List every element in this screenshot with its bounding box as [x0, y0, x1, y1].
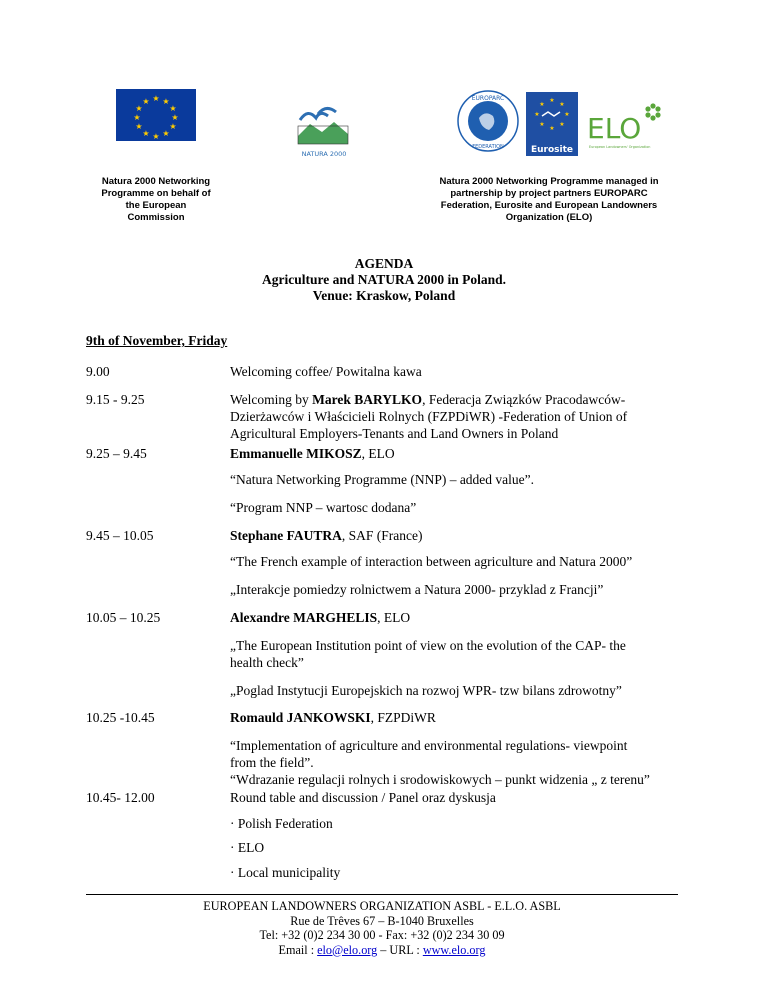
item-time: 9.15 - 9.25	[86, 392, 145, 407]
svg-text:★: ★	[152, 132, 160, 141]
svg-text:★: ★	[133, 113, 141, 122]
right-caption-line: Natura 2000 Networking Programme managed in	[439, 176, 659, 187]
speaker-name: Alexandre MARGHELIS	[230, 610, 378, 625]
item-speaker	[230, 609, 678, 626]
footer-contact	[86, 943, 678, 958]
item-text: Welcoming by	[230, 392, 313, 407]
svg-text:★: ★	[539, 101, 545, 108]
item-description	[230, 391, 678, 442]
svg-text:★: ★	[549, 97, 555, 104]
item-speaker	[230, 709, 678, 726]
left-caption-line: the European	[125, 200, 187, 211]
bullet-item: · Polish Federation	[230, 816, 333, 831]
agenda-date: 9th of November, Friday	[86, 333, 228, 348]
eurosite-logo	[526, 92, 578, 156]
talk-title-line: from the field”.	[230, 755, 314, 770]
email-label: Email :	[278, 942, 318, 957]
svg-text:★: ★	[142, 129, 150, 138]
agenda-header	[150, 256, 618, 304]
svg-text:★: ★	[171, 113, 179, 122]
url-label: – URL :	[377, 942, 423, 957]
talk-title-translation: “Program NNP – wartosc dodana”	[230, 500, 417, 515]
svg-text:★: ★	[549, 125, 555, 132]
europarc-logo-subtext: FEDERATION	[472, 144, 504, 150]
svg-text:★: ★	[534, 111, 540, 118]
item-text: Welcoming coffee/ Powitalna kawa	[230, 364, 422, 379]
item-text: Agricultural Employers-Tenants and Land Owners in Poland	[230, 426, 559, 441]
left-caption-line: Commission	[127, 212, 185, 223]
email-link[interactable]: elo@elo.org	[317, 942, 378, 957]
talk-title-translation: „Interakcje pomiedzy rolnictwem a Natura 2000- przyklad z Francji”	[230, 582, 604, 597]
svg-text:★: ★	[162, 129, 170, 138]
svg-text:★: ★	[142, 97, 150, 106]
item-time: 10.45- 12.00	[86, 790, 155, 805]
talk-title-line: “Implementation of agriculture and environmental regulations- viewpoint	[230, 738, 628, 753]
svg-text:★: ★	[169, 104, 177, 113]
europarc-federation-logo	[457, 90, 519, 152]
item-text: , Federacja Związków Pracodawców-	[422, 392, 626, 407]
footer-address: Rue de Trêves 67 – B-1040 Bruxelles	[290, 913, 474, 928]
speaker-name: Stephane FAUTRA	[230, 528, 342, 543]
left-caption-line: Natura 2000 Networking	[101, 176, 211, 187]
website-link[interactable]: www.elo.org	[422, 942, 486, 957]
item-time: 10.05 – 10.25	[86, 610, 161, 625]
elo-logo-text: ELO	[587, 112, 642, 145]
speaker-name: Romauld JANKOWSKI	[230, 710, 371, 725]
item-text: Round table and discussion / Panel oraz dyskusja	[230, 790, 496, 805]
item-text: Dzierżawców i Właścicieli Rolnych (FZPDiWR) -Federation of Union of	[230, 409, 628, 424]
right-caption	[422, 176, 676, 224]
svg-text:★: ★	[169, 122, 177, 131]
svg-text:★: ★	[539, 121, 545, 128]
item-time: 9.00	[86, 364, 110, 379]
elo-logo	[585, 102, 663, 152]
speaker-name: Emmanuelle MIKOSZ	[230, 446, 362, 461]
agenda-venue: Venue: Kraskow, Poland	[312, 288, 456, 303]
left-caption-line: Programme on behalf of	[101, 188, 211, 199]
eu-flag-logo	[116, 89, 196, 141]
talk-title-line: health check”	[230, 655, 304, 670]
left-caption	[86, 176, 226, 224]
natura-logo-text: NATURA 2000	[301, 150, 347, 158]
footer-divider	[86, 894, 678, 895]
item-time: 10.25 -10.45	[86, 710, 155, 725]
speaker-org: , FZPDiWR	[370, 710, 436, 725]
speaker-org: , SAF (France)	[341, 528, 423, 543]
svg-text:★: ★	[135, 104, 143, 113]
speaker-org: , ELO	[361, 446, 395, 461]
svg-text:★: ★	[135, 122, 143, 131]
speaker-org: , ELO	[377, 610, 411, 625]
right-caption-line: Organization (ELO)	[505, 212, 593, 223]
elo-logo-subtext: European Landowners' Organization	[589, 145, 651, 149]
item-time: 9.25 – 9.45	[86, 446, 147, 461]
talk-title	[230, 637, 678, 671]
item-speaker	[230, 527, 678, 544]
talk-title: “Natura Networking Programme (NNP) – added value”.	[230, 472, 535, 487]
svg-text:★: ★	[564, 111, 570, 118]
item-speaker	[230, 445, 678, 462]
svg-text:★: ★	[162, 97, 170, 106]
europarc-logo-text: EUROPARC	[471, 95, 505, 102]
talk-title-translation: “Wdrazanie regulacji rolnych i srodowiskowych – punkt widzenia „ z terenu”	[230, 772, 650, 787]
speaker-name: Marek BARYLKO	[312, 392, 423, 407]
bullet-item: · ELO	[230, 840, 265, 855]
svg-text:★: ★	[559, 121, 565, 128]
agenda-subtitle: Agriculture and NATURA 2000 in Poland.	[261, 272, 507, 287]
right-caption-line: partnership by project partners EUROPARC	[450, 188, 648, 199]
svg-text:★: ★	[559, 101, 565, 108]
talk-title-translation: „Poglad Instytucji Europejskich na rozwoj WPR- tzw bilans zdrowotny”	[230, 683, 622, 698]
footer-phone: Tel: +32 (0)2 234 30 00 - Fax: +32 (0)2 234 30 09	[259, 928, 505, 942]
svg-text:★: ★	[152, 94, 160, 103]
talk-title: “The French example of interaction between agriculture and Natura 2000”	[230, 554, 633, 569]
bullet-item: · Local municipality	[230, 865, 341, 880]
talk-title	[230, 737, 678, 788]
talk-title-line: „The European Institution point of view on the evolution of the CAP- the	[230, 638, 626, 653]
footer-org: EUROPEAN LANDOWNERS ORGANIZATION ASBL - E.L.O. ASBL	[203, 899, 561, 913]
agenda-title: AGENDA	[354, 256, 414, 271]
right-caption-line: Federation, Eurosite and European Landowners	[440, 200, 658, 211]
natura-2000-logo	[288, 100, 360, 162]
eurosite-logo-text: Eurosite	[530, 145, 574, 155]
item-time: 9.45 – 10.05	[86, 528, 154, 543]
footer	[86, 899, 678, 957]
